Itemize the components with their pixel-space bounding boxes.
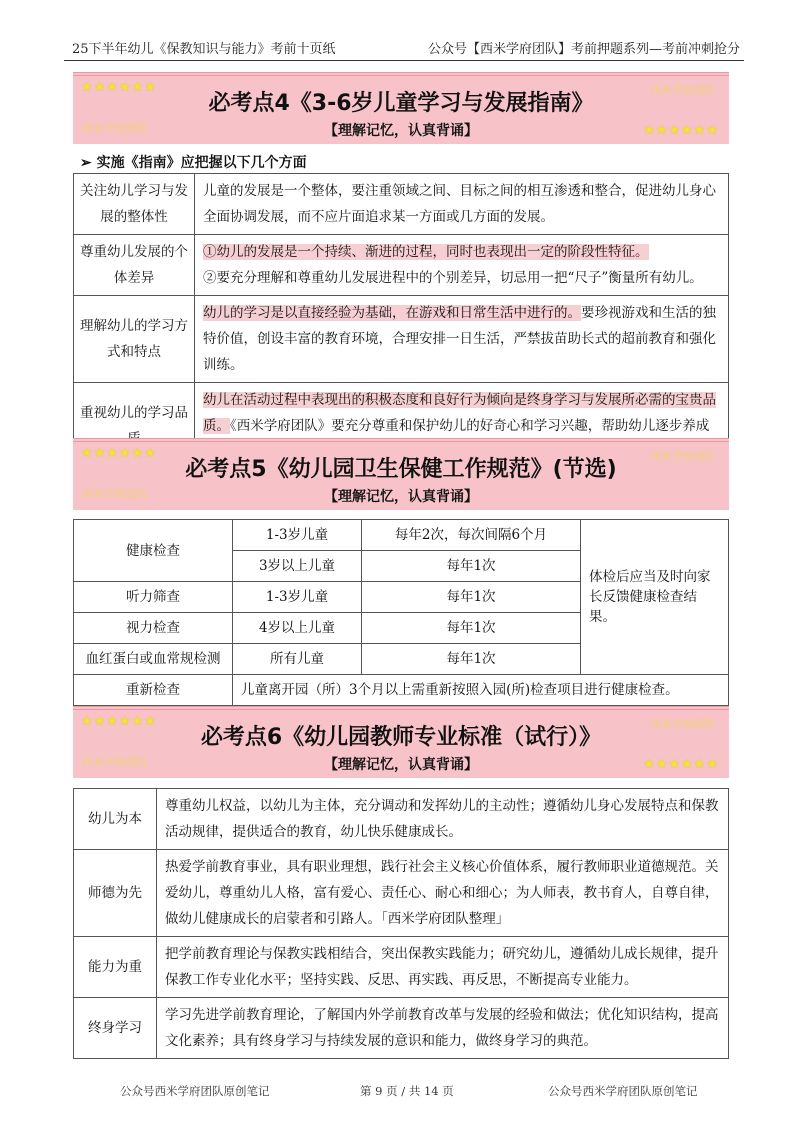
check-type: 健康检查 [74,520,233,582]
page-number: 第 9 页 / 共 14 页 [360,1084,454,1098]
footer-right: 公众号西米学府团队原创笔记 [548,1084,698,1098]
recheck-desc: 儿童离开园（所）3个月以上需重新按照入园(所)检查项目进行健康检查。 [233,675,729,706]
table-row [74,998,729,1059]
check-type: 重新检查 [74,675,233,706]
row-value: 尊重幼儿权益，以幼儿为主体，充分调动和发挥幼儿的主动性；遵循幼儿身心发展特点和保教活动规律，提供适合的教育，幼儿快乐健康成长。 [157,789,729,850]
section6-subtitle: 【理解记忆，认真背诵】 [324,757,478,773]
watermark-label: 西米学府团队 [81,756,147,769]
stars-decoration: ★★★★★★ [81,446,157,461]
age-group: 1-3岁儿童 [233,582,362,613]
watermark-label: 西米学府团队 [81,122,147,135]
standard-table [73,788,729,1059]
header-left: 25下半年幼儿《保教知识与能力》考前十页纸 [72,42,336,57]
footer-left: 公众号西米学府团队原创笔记 [120,1084,270,1098]
row-value: 学习先进学前教育理论，了解国内外学前教育改革与发展的经验和做法；优化知识结构，提高文化素养；具有终身学习与持续发展的意识和能力，做终身学习的典范。 [157,998,729,1059]
section5-subtitle: 【理解记忆，认真背诵】 [324,489,478,505]
watermark-label: 西米学府团队 [649,718,715,731]
page-header [64,34,744,61]
row-value [195,235,729,296]
stars-decoration: ★★★★★★ [81,714,157,729]
check-type: 血红蛋白或血常规检测 [74,644,233,675]
section5-title: 必考点5《幼儿园卫生保健工作规范》(节选) [185,457,617,482]
table-row [74,789,729,850]
age-group: 3岁以上儿童 [233,551,362,582]
table-row [74,174,729,235]
row-key: 能力为重 [74,937,157,998]
section4-bullet: ➢ 实施《指南》应把握以下几个方面 [80,155,307,171]
frequency: 每年1次 [362,551,581,582]
check-type: 听力筛查 [74,582,233,613]
row-value [195,296,729,383]
check-type: 视力检查 [74,613,233,644]
guide-table [73,173,729,470]
table-row [74,520,729,551]
row-value [195,174,729,235]
frequency: 每年2次，每次间隔6个月 [362,520,581,551]
frequency: 每年1次 [362,644,581,675]
row-text: 《西米学府团队》要充分尊重和保护幼儿的好奇心和学习兴趣，帮助幼儿逐步养成 [230,418,710,434]
stars-decoration: ★★★★★★ [643,123,719,138]
section4-title: 必考点4《3-6岁儿童学习与发展指南》 [208,91,594,116]
highlighted-text: 幼儿的学习是以直接经验为基础，在游戏和日常生活中进行的。 [203,305,581,321]
table-row [74,937,729,998]
watermark-label: 西米学府团队 [81,488,147,501]
row-key: 关注幼儿学习与发展的整体性 [74,174,195,235]
stars-decoration: ★★★★★★ [643,757,719,772]
feedback-note: 体检后应当及时向家长反馈健康检查结果。 [581,520,729,675]
row-key: 终身学习 [74,998,157,1059]
table-row [74,850,729,937]
header-right: 公众号【西米学府团队】考前押题系列—考前冲刺抢分 [427,42,740,57]
row-key: 理解幼儿的学习方式和特点 [74,296,195,383]
section6-banner [73,706,729,778]
row-text: 要珍视游戏和生活的独特价值，创设丰富的教育环境，合理安排一日生活，严禁拔苗助长式的超前教育和强化训练。 [203,305,716,373]
row-text: 儿童的发展是一个整体，要注重领域之间、目标之间的相互渗透和整合，促进幼儿身心全面协调发展，而不应片面追求某一方面或几方面的发展。 [203,183,716,225]
table-row [74,675,729,706]
age-group: 所有儿童 [233,644,362,675]
watermark-label: 西米学府团队 [649,450,715,463]
row-value: 热爱学前教育事业，具有职业理想，践行社会主义核心价值体系，履行教师职业道德规范。关爱幼儿，尊重幼儿人格，富有爱心、责任心、耐心和细心；为人师表，教书育人，自尊自律，做幼儿健康成长的启蒙者和引路人。「西米学府团队整理」 [157,850,729,937]
row-key: 师德为先 [74,850,157,937]
section4-banner [73,72,729,144]
row-text: ②要充分理解和尊重幼儿发展进程中的个别差异，切忌用一把“尺子”衡量所有幼儿。 [203,270,703,286]
highlighted-text: 幼儿在活动过程中表现出的积极态度和良好行为倾向是终身学习与发展所必需的宝贵品质。 [203,392,716,434]
health-table [73,519,729,706]
age-group: 4岁以上儿童 [233,613,362,644]
row-key: 重视幼儿的学习品 [74,383,195,470]
table-row [74,296,729,383]
frequency: 每年1次 [362,582,581,613]
row-key: 尊重幼儿发展的个体差异 [74,235,195,296]
section6-title: 必考点6《幼儿园教师专业标准（试行）》 [200,725,602,750]
table-row [74,235,729,296]
watermark-label: 西米学府团队 [649,84,715,97]
frequency: 每年1次 [362,613,581,644]
stars-decoration: ★★★★★★ [81,80,157,95]
section4-subtitle: 【理解记忆，认真背诵】 [324,123,478,139]
section5-banner [73,438,729,510]
row-value: 把学前教育理论与保教实践相结合，突出保教实践能力；研究幼儿，遵循幼儿成长规律，提升保教工作专业化水平；坚持实践、反思、再实践、再反思，不断提高专业能力。 [157,937,729,998]
highlighted-text: ①幼儿的发展是一个持续、渐进的过程，同时也表现出一定的阶段性特征。 [203,244,649,260]
row-key: 幼儿为本 [74,789,157,850]
age-group: 1-3岁儿童 [233,520,362,551]
